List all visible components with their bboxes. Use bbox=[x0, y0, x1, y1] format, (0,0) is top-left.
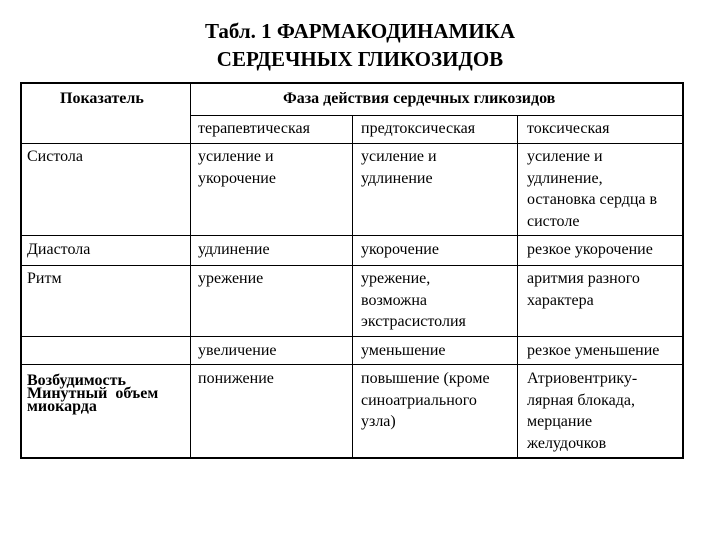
title-line-1: Табл. 1 ФАРМАКОДИНАМИКА bbox=[204, 19, 516, 43]
cell-diastole-therapeutic: удлинение bbox=[198, 241, 270, 258]
subheader-pretoxic: предтоксическая bbox=[361, 120, 476, 137]
column-divider bbox=[517, 115, 518, 459]
cell-rhythm-toxic: аритмия разного характера bbox=[527, 270, 640, 309]
cell-excitability-pretoxic: повышение (кроме синоатриального узла) bbox=[361, 370, 490, 430]
row-label-minute-volume: Минутный объем bbox=[27, 385, 159, 402]
title-line-2: СЕРДЕЧНЫХ ГЛИКОЗИДОВ bbox=[216, 47, 504, 71]
cell-rhythm-pretoxic: урежение, возможна экстрасистолия bbox=[361, 270, 466, 330]
table-left-border bbox=[20, 82, 22, 459]
cell-minute-volume-toxic: резкое уменьшение bbox=[527, 342, 660, 359]
subheader-toxic: токсическая bbox=[527, 120, 610, 137]
subheader-therapeutic: терапевтическая bbox=[198, 120, 310, 137]
cell-excitability-therapeutic: понижение bbox=[198, 370, 274, 387]
cell-diastole-pretoxic: укорочение bbox=[361, 241, 439, 258]
cell-systole-pretoxic: усиление и удлинение bbox=[361, 148, 437, 187]
column-divider bbox=[190, 82, 191, 459]
table-top-border bbox=[20, 82, 684, 84]
cell-excitability-toxic: Атриовентрику- лярная блокада, мерцание желудочков bbox=[527, 370, 638, 452]
row-label-excitability: Возбудимость миокарда bbox=[27, 372, 126, 415]
header-indicator: Показатель bbox=[60, 90, 144, 107]
row-label-systole: Систола bbox=[27, 148, 83, 165]
header-divider bbox=[190, 115, 684, 116]
cell-systole-therapeutic: усиление и укорочение bbox=[198, 148, 276, 187]
row-label-rhythm: Ритм bbox=[27, 270, 62, 287]
cell-diastole-toxic: резкое укорочение bbox=[527, 241, 653, 258]
cell-rhythm-therapeutic: урежение bbox=[198, 270, 264, 287]
cell-minute-volume-therapeutic: увеличение bbox=[198, 342, 277, 359]
table-right-border bbox=[682, 82, 684, 459]
column-divider bbox=[352, 115, 353, 459]
row-label-diastole: Диастола bbox=[27, 241, 91, 258]
cell-minute-volume-pretoxic: уменьшение bbox=[361, 342, 446, 359]
header-phase: Фаза действия сердечных гликозидов bbox=[283, 90, 556, 107]
cell-systole-toxic: усиление и удлинение, остановка сердца в систоле bbox=[527, 148, 658, 230]
